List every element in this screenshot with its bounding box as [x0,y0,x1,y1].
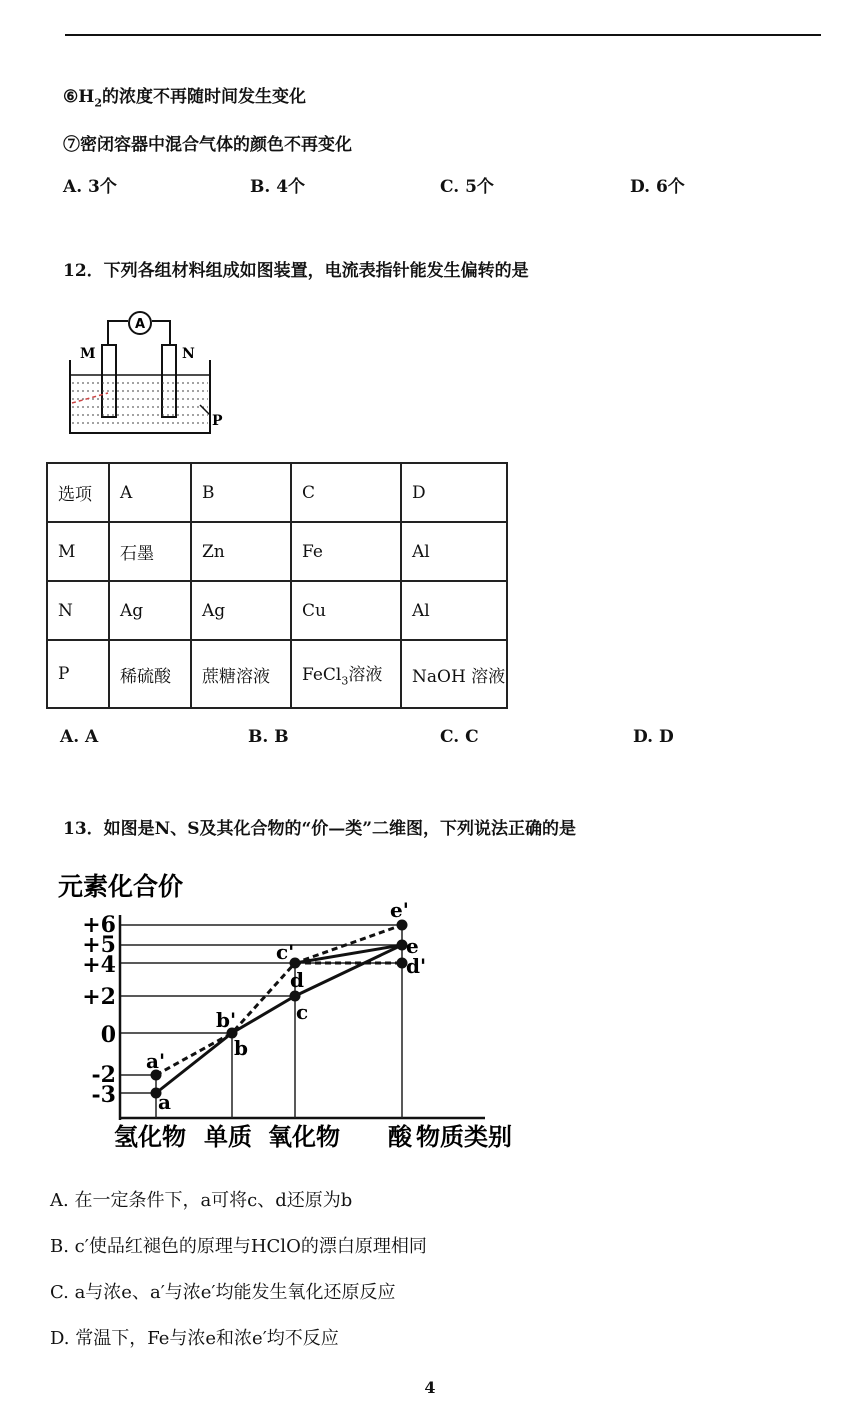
q12-choice-d: D. D [633,727,674,747]
y-tick-label: +2 [82,984,116,1010]
point-label-e-prime: e' [390,898,409,922]
ammeter-label: A [134,317,146,332]
point-label-b-prime: b' [216,1008,237,1032]
solid-series-line [156,945,402,1093]
electrode-n [162,345,176,417]
x-category-label: 酸 [388,1123,412,1151]
table-cell: Ag [191,581,291,640]
table-cell: 稀硫酸 [109,640,191,708]
table-cell: A [109,463,191,522]
q13-option-c: C. a与浓e、a′与浓e′均能发生氧化还原反应 [50,1282,396,1303]
table-cell: Al [401,581,507,640]
table-row [47,581,507,640]
table-row [47,463,507,522]
point-label-a: a [158,1090,171,1114]
table-cell: 蔗糖溶液 [191,640,291,708]
q13-option-a: A. 在一定条件下，a可将c、d还原为b [50,1190,353,1211]
table-cell: NaOH 溶液 [401,640,507,708]
electrode-m-label: M [80,346,96,362]
point-label-a-prime: a' [146,1049,166,1073]
y-tick-label: +5 [82,932,116,958]
table-row [47,640,507,708]
statement-7: ⑦密闭容器中混合气体的颜色不再变化 [63,135,352,155]
x-category-label: 氢化物 [114,1123,186,1151]
table-cell: B [191,463,291,522]
table-cell: FeCl$_3$溶液 [291,640,401,708]
point-label-b: b [234,1036,248,1060]
electrode-n-label: N [182,346,195,362]
table-cell: M [47,522,109,581]
q11-choice-c: C. 5个 [440,177,494,197]
point-label-d: d [290,968,304,992]
electrode-m [102,345,116,417]
table-cell: N [47,581,109,640]
beaker [70,360,210,433]
table-cell: D [401,463,507,522]
table-cell: Cu [291,581,401,640]
table-cell: C [291,463,401,522]
valence-category-chart [50,865,540,1155]
point-label-c: c [296,1000,309,1024]
q11-choice-b: B. 4个 [250,177,306,197]
table-cell: Fe [291,522,401,581]
statement-6: $⑥H_2$的浓度不再随时间发生变化 [63,87,306,110]
x-category-label: 氧化物 [268,1123,340,1151]
q13-stem: 13．如图是N、S及其化合物的“价—类”二维图，下列说法正确的是 [63,819,577,839]
table-row [47,522,507,581]
q11-choice-d: D. 6个 [630,177,685,197]
table-cell: Zn [191,522,291,581]
table-cell: Ag [109,581,191,640]
solution-p-label: P [212,413,223,429]
y-tick-label: +6 [82,912,116,938]
y-tick-label: -3 [91,1082,116,1108]
top-rule [65,34,821,36]
q13-option-b: B. c′使品红褪色的原理与HClO的漂白原理相同 [50,1236,427,1257]
q13-option-d: D. 常温下，Fe与浓e和浓e′均不反应 [50,1328,339,1349]
q12-choice-b: B. B [248,727,289,747]
point-label-e: e [406,934,419,958]
q11-choice-a: A. 3个 [63,177,117,197]
chart-x-title: 物质类别 [416,1123,512,1151]
table-cell: 石墨 [109,522,191,581]
table-cell: P [47,640,109,708]
point-label-d-prime: d' [406,954,427,978]
chart-y-title: 元素化合价 [58,872,184,901]
table-cell: Al [401,522,507,581]
x-category-label: 单质 [204,1123,252,1151]
q12-stem: 12．下列各组材料组成如图装置，电流表指针能发生偏转的是 [63,261,529,281]
q12-choice-c: C. C [440,727,479,747]
q12-choice-a: A. A [60,727,99,747]
table-cell: 选项 [47,463,109,522]
y-tick-label: +4 [82,952,116,978]
y-tick-label: 0 [100,1022,116,1048]
electrochemical-cell-diagram [60,305,240,440]
y-tick-label: -2 [91,1062,116,1088]
point-label-c-prime: c' [276,940,295,964]
page-number: 4 [424,1378,436,1397]
q12-options-table [46,462,508,709]
